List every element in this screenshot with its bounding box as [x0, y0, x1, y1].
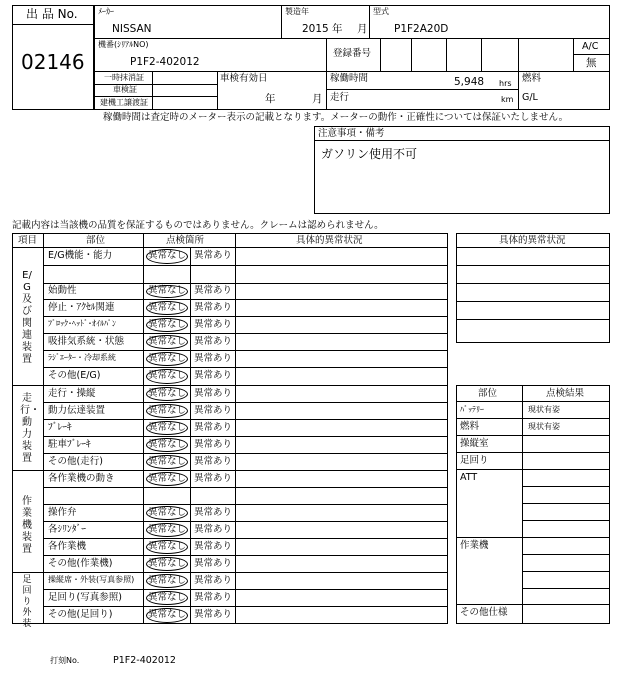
model-value: P1F2A20D	[394, 23, 449, 35]
abnormal-label: 異常あり	[194, 541, 233, 552]
lot-number: 02146	[21, 50, 85, 74]
abnormal-label: 異常あり	[194, 405, 233, 416]
table-row-part: 足回り(写真参照)	[48, 592, 122, 603]
col-line-detail	[235, 233, 236, 624]
normal-label: 異常なし	[148, 250, 187, 261]
result-line-6	[456, 604, 610, 605]
normal-label: 異常なし	[148, 370, 187, 381]
abnormal-label: 異常あり	[194, 456, 233, 467]
normal-label: 異常なし	[148, 524, 187, 535]
group-sep-3	[12, 572, 448, 573]
row-line	[43, 367, 448, 368]
normal-label: 異常なし	[148, 541, 187, 552]
group-label-engine: E/G及び関連装置	[22, 270, 32, 365]
normal-label: 異常なし	[148, 302, 187, 313]
table-row-part: その他(作業機)	[48, 558, 113, 569]
lot-box-divider	[12, 24, 94, 25]
ac-value: 無	[586, 57, 597, 69]
table-row-part: 駐車ﾌﾞﾚｰｷ	[48, 439, 91, 450]
normal-label: 異常なし	[148, 609, 187, 620]
cert1-label: 一時抹消証	[104, 73, 144, 82]
header-vline-reg2	[380, 38, 381, 71]
normal-label: 異常なし	[148, 507, 187, 518]
lot-label: 出 品 No.	[26, 7, 78, 21]
row-line	[43, 555, 448, 556]
normal-label: 異常なし	[148, 285, 187, 296]
result-part-other: その他仕様	[460, 607, 508, 618]
group-label-travel: 走行・動力装置	[20, 393, 40, 464]
result-att-sub-2	[522, 503, 610, 504]
result-part-fuel: 燃料	[460, 421, 480, 432]
table-row-part: その他(走行)	[48, 456, 103, 467]
result-line-2	[456, 435, 610, 436]
normal-label: 異常なし	[148, 575, 187, 586]
table-row-part: その他(足回り)	[48, 609, 113, 620]
fuel-value: G/L	[522, 92, 538, 103]
header-vline-g2	[446, 38, 447, 71]
hours-label: 稼働時間	[330, 73, 369, 84]
ac-label: A/C	[582, 41, 599, 52]
row-line	[43, 283, 448, 284]
detail-line-1	[456, 247, 610, 248]
result-part-work: 作業機	[460, 540, 489, 551]
abnormal-label: 異常あり	[194, 422, 233, 433]
normal-label: 異常なし	[148, 439, 187, 450]
serial-label: 機番(ｼﾘｱﾙNO)	[98, 40, 149, 49]
abnormal-label: 異常あり	[194, 250, 233, 261]
header-line-2	[94, 71, 610, 72]
header-ac-divider	[573, 54, 610, 55]
col-item-header: 項目	[18, 235, 38, 246]
abnormal-label: 異常あり	[194, 473, 233, 484]
abnormal-label: 異常あり	[194, 319, 233, 330]
col-check-header: 点検箇所	[166, 235, 205, 246]
table-row-part: 動力伝達装置	[48, 405, 106, 416]
abnormal-label: 異常あり	[194, 302, 233, 313]
row-line	[43, 589, 448, 590]
group-label-undercarriage: 足回り外装	[22, 575, 32, 629]
result-part-battery: ﾊﾞｯﾃﾘｰ	[460, 405, 484, 414]
normal-label: 異常なし	[148, 558, 187, 569]
header-vline-g3	[481, 38, 482, 71]
normal-label: 異常なし	[148, 336, 187, 347]
inspection-month-unit: 月	[312, 93, 323, 105]
table-row-part: ﾗｼﾞｴｰﾀｰ・冷却系統	[48, 353, 116, 362]
cert3-label: 建機工譲渡証	[100, 98, 148, 107]
abnormal-label: 異常あり	[194, 370, 233, 381]
row-line	[43, 453, 448, 454]
engraving-value: P1F2-402012	[113, 655, 176, 666]
hours-disclaimer: 稼働時間は査定時のメーター表示の記載となります。メーターの動作・正確性については保証いたしません。	[103, 112, 569, 123]
remarks-divider	[314, 140, 610, 141]
result-att-sub-1	[522, 486, 610, 487]
result-line-h	[456, 401, 610, 402]
result-part-undercarriage: 足回り	[460, 455, 489, 466]
header-vline-reg	[326, 38, 327, 110]
header-cert-line-2	[94, 96, 217, 97]
header-vline-insp	[217, 71, 218, 110]
header-vline-year	[281, 5, 282, 38]
remarks-value: ガソリン使用不可	[321, 147, 418, 161]
normal-label: 異常なし	[148, 353, 187, 364]
reg-label: 登録番号	[333, 48, 372, 59]
abnormal-label: 異常あり	[194, 575, 233, 586]
abnormal-label: 異常あり	[194, 285, 233, 296]
row-line	[43, 521, 448, 522]
table-row-part: 各作業機	[48, 541, 87, 552]
abnormal-label: 異常あり	[194, 388, 233, 399]
header-line-1	[94, 38, 610, 39]
result-work-sub-1	[522, 554, 610, 555]
row-line	[43, 436, 448, 437]
row-line	[43, 333, 448, 334]
group-sep-1	[12, 385, 448, 386]
detail-line-5	[456, 319, 610, 320]
year-label: 製造年	[285, 7, 309, 16]
detail-line-4	[456, 301, 610, 302]
abnormal-label: 異常あり	[194, 592, 233, 603]
table-row-part: 操作弁	[48, 507, 77, 518]
row-line	[43, 538, 448, 539]
header-vline-fuel	[518, 71, 519, 110]
normal-label: 異常なし	[148, 456, 187, 467]
inspection-year-unit: 年	[265, 93, 276, 105]
col-part-header: 部位	[86, 235, 106, 246]
normal-label: 異常なし	[148, 319, 187, 330]
result-line-5	[456, 537, 610, 538]
header-vline-cert	[152, 71, 153, 110]
result-part-att: ATT	[460, 472, 478, 483]
detail-line-2	[456, 265, 610, 266]
row-line	[43, 419, 448, 420]
mileage-label: 走行	[330, 92, 350, 103]
result-value-battery: 現状有姿	[528, 405, 560, 414]
result-line-4	[456, 469, 610, 470]
group-label-work: 作業機装置	[22, 496, 32, 555]
engraving-label: 打刻No.	[50, 656, 80, 665]
serial-value: P1F2-402012	[130, 56, 200, 68]
abnormal-label: 異常あり	[194, 336, 233, 347]
group-sep-2	[12, 470, 448, 471]
result-att-sub-3	[522, 520, 610, 521]
table-row-part: E/G機能・能力	[48, 250, 113, 261]
table-row-part: 各作業機の動き	[48, 473, 115, 484]
right-detail-header: 具体的異常状況	[499, 235, 566, 246]
header-vline-g1	[411, 38, 412, 71]
abnormal-label: 異常あり	[194, 558, 233, 569]
header-vline-g4	[518, 38, 519, 71]
table-row-part: 停止・ｱｸｾﾙ関連	[48, 302, 115, 313]
abnormal-label: 異常あり	[194, 439, 233, 450]
header-vline-model	[369, 5, 370, 38]
table-row-part: ﾌﾞﾚｰｷ	[48, 422, 72, 433]
table-row-part: その他(E/G)	[48, 370, 101, 381]
result-line-3	[456, 452, 610, 453]
abnormal-label: 異常あり	[194, 609, 233, 620]
result-work-sub-3	[522, 588, 610, 589]
row-line	[43, 487, 448, 488]
col-line-part	[143, 233, 144, 624]
maker-label: ﾒｰｶｰ	[98, 7, 114, 16]
result-part-header: 部位	[478, 388, 498, 399]
result-part-cab: 操縦室	[460, 438, 489, 449]
row-line	[43, 316, 448, 317]
row-line	[43, 265, 448, 266]
hours-value: 5,948	[454, 76, 485, 88]
row-line	[43, 504, 448, 505]
abnormal-label: 異常あり	[194, 524, 233, 535]
col-detail-header: 具体的異常状況	[296, 235, 363, 246]
detail-line-3	[456, 283, 610, 284]
result-work-sub-2	[522, 571, 610, 572]
normal-label: 異常なし	[148, 592, 187, 603]
row-line	[43, 402, 448, 403]
month-unit: 月	[357, 23, 368, 35]
table-row-part: 吸排気系統・状態	[48, 336, 125, 347]
year-unit: 年	[332, 23, 343, 35]
result-result-header: 点検結果	[546, 388, 585, 399]
row-line	[43, 350, 448, 351]
table-row-part: 操縦席・外装(写真参照)	[48, 575, 135, 584]
model-label: 型式	[373, 7, 389, 16]
table-row-part: 走行・操縦	[48, 388, 96, 399]
result-value-fuel: 現状有姿	[528, 422, 560, 431]
normal-label: 異常なし	[148, 473, 187, 484]
quality-disclaimer: 記載内容は当該機の品質を保証するものではありません。クレームは認められません。	[12, 220, 384, 231]
normal-label: 異常なし	[148, 405, 187, 416]
result-line-1	[456, 418, 610, 419]
mileage-unit: km	[501, 95, 514, 104]
year-value: 2015	[302, 23, 329, 35]
table-row-part: ﾌﾞﾛｯｸ･ﾍｯﾄﾞ･ｵｲﾙﾊﾟﾝ	[48, 319, 116, 328]
row-line	[43, 299, 448, 300]
row-line	[43, 606, 448, 607]
abnormal-label: 異常あり	[194, 353, 233, 364]
abnormal-label: 異常あり	[194, 507, 233, 518]
header-hours-divider	[326, 89, 518, 90]
detail-box	[456, 233, 610, 343]
maker-value: NISSAN	[112, 23, 152, 35]
table-row-part: 始動性	[48, 285, 77, 296]
normal-label: 異常なし	[148, 422, 187, 433]
col-line-item	[43, 233, 44, 624]
table-header-line	[12, 247, 448, 248]
hours-unit: hrs	[499, 79, 512, 88]
cert2-label: 車検証	[113, 85, 137, 94]
table-row-part: 各ｼﾘﾝﾀﾞｰ	[48, 524, 87, 535]
inspection-label: 車検有効日	[220, 73, 268, 84]
fuel-label: 燃料	[522, 73, 542, 84]
remarks-label: 注意事項・備考	[318, 128, 385, 139]
normal-label: 異常なし	[148, 388, 187, 399]
